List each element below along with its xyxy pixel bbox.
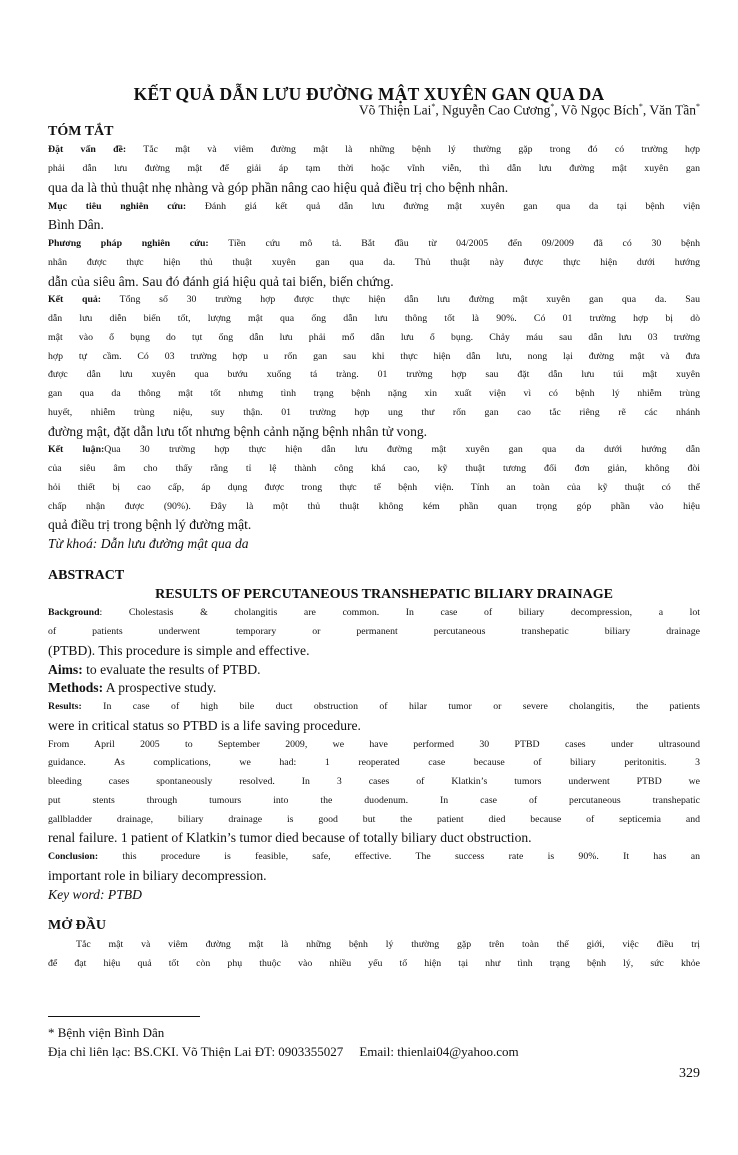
keywords [48, 886, 700, 905]
line-text: put stents through tumours into the duodenum. In case of percutaneous transhepatic [48, 794, 700, 806]
line-text: mật vào ổ bụng do tụt ống dẫn lưu phải mổ dẫn lưu ổ bụng. Chảy máu sau dẫn lưu 03 trường [48, 331, 700, 343]
paragraph [48, 198, 700, 236]
text-line [48, 329, 700, 348]
paragraph-label: Kết luận: [48, 444, 105, 456]
text-line [48, 460, 700, 479]
line-text: phải dẫn lưu đường mật để giải áp tạm thời hoặc vĩnh viễn, thì dẫn lưu đường mật xuyên gan [48, 163, 700, 175]
text-line [48, 385, 700, 404]
text-line [48, 717, 700, 736]
line-text: In case of high bile duct obstruction of hilar tumor or severe cholangitis, the patients [81, 701, 700, 713]
text-line [48, 698, 700, 717]
paragraph-label: Methods: [48, 680, 104, 696]
text-line [48, 604, 700, 623]
line-text: dẫn của siêu âm. Sau đó đánh giá hiệu quả tai biến, biến chứng. [48, 273, 394, 289]
paragraph [48, 141, 700, 197]
line-text: hợp tự cầm. Có 03 trường hợp u rốn gan sau khi thực hiện dẫn lưu, nong lại đường mật và đưa [48, 350, 700, 362]
text-line [48, 736, 700, 755]
line-text: Từ khoá: Dẫn lưu đường mật qua da [48, 536, 249, 552]
text-line [48, 441, 700, 460]
text-line [48, 623, 700, 642]
author-name: Văn Tần [649, 102, 696, 118]
line-text: của siêu âm cho thấy rằng tỉ lệ thành công khá cao, kỹ thuật tương đối đơn giản, không đòi [48, 463, 700, 475]
line-text: were in critical status so PTBD is a life saving procedure. [48, 717, 361, 733]
line-text: Tắc mật và viêm đường mật là những bệnh lý thường gặp trong đó có trường hợp [126, 144, 700, 156]
text-line [48, 160, 700, 179]
article-title: KẾT QUẢ DẪN LƯU ĐƯỜNG MẬT XUYÊN GAN QUA DA [133, 84, 605, 104]
paragraph [48, 848, 700, 886]
paragraph-label: Đặt vấn đề: [48, 144, 127, 156]
text-line [48, 423, 700, 442]
paragraph [48, 441, 700, 535]
author-name: Võ Thiện Lai [358, 102, 432, 118]
line-text: bleeding cases spontaneously resolved. In 3 cases of Klatkin’s tumors underwent PTBD we [48, 776, 700, 788]
line-text: Bình Dân. [48, 217, 104, 233]
english-title: RESULTS OF PERCUTANEOUS TRANSHEPATIC BILIARY DRAINAGE [155, 586, 613, 602]
author-name: Nguyễn Cao Cương [442, 102, 551, 118]
line-text: From April 2005 to September 2009, we have performed 30 PTBD cases under ultrasound [48, 738, 700, 750]
paragraph-label: Aims: [48, 661, 83, 677]
text-line [48, 773, 700, 792]
paragraph [48, 736, 700, 849]
line-text: A prospective study. [103, 680, 217, 696]
text-line [48, 811, 700, 830]
line-text: để đạt hiệu quả tốt còn phụ thuộc vào nhiều yếu tố hiện tại như tình trạng bệnh lý, sức khỏe [48, 957, 700, 969]
text-line [48, 679, 700, 698]
line-text: quả điều trị trong bệnh lý đường mật. [48, 517, 252, 533]
line-text: chấp nhận được (90%). Đây là một thủ thuật không kém phần quan trọng góp phần vào hiệu [48, 500, 700, 512]
text-line [48, 310, 700, 329]
paragraph-label: Conclusion: [48, 851, 99, 863]
footnote-divider [48, 1016, 200, 1017]
paragraph [48, 604, 700, 660]
line-text: huyết, nhiễm trùng niệu, suy thận. 01 trường hợp ung thư rốn gan cao tắc riêng rẽ các nhánh [48, 406, 700, 418]
text-line [48, 348, 700, 367]
paragraph-label: Kết quả: [48, 294, 102, 306]
keywords [48, 535, 700, 554]
article-body [48, 123, 700, 974]
paragraph [48, 661, 700, 680]
text-line [48, 661, 700, 680]
text-line [48, 198, 700, 217]
text-line [48, 273, 700, 292]
line-text: Qua 30 trường hợp thực hiện dẫn lưu đường mật xuyên gan qua da dưới hướng dẫn [104, 444, 700, 456]
text-line [48, 516, 700, 535]
line-text: (PTBD). This procedure is simple and effective. [48, 642, 310, 658]
line-text: important role in biliary decompression. [48, 867, 267, 883]
line-text: Tổng số 30 trường hợp được thực hiện dẫn lưu đường mật xuyên gan qua da. Sau [101, 294, 700, 306]
contact-email[interactable]: Email: thienlai04@yahoo.com [359, 1044, 519, 1059]
line-text: dẫn lưu diễn biến tốt, lượng mật qua ống dẫn lưu thông tốt là 90%. Có 01 trường hợp bị dò [48, 313, 700, 325]
text-line [48, 936, 700, 955]
line-text: đường mật, đặt dẫn lưu tốt nhưng bệnh cảnh nặng bệnh nhân tử vong. [48, 423, 428, 439]
line-text: renal failure. 1 patient of Klatkin’s tumor died because of totally biliary duct obstruction. [48, 830, 532, 846]
paragraph [48, 291, 700, 441]
footnote-contact [48, 1044, 519, 1060]
line-text: Key word: PTBD [48, 886, 142, 902]
text-line [48, 848, 700, 867]
line-text: this procedure is feasible, safe, effective. The success rate is 90%. It has an [98, 851, 700, 863]
author-list: Võ Thiện Lai*, Nguyễn Cao Cương*, Võ Ngọc Bích*, Văn Tần* [358, 102, 700, 118]
text-line [48, 179, 700, 198]
line-text: qua da là thủ thuật nhẹ nhàng và góp phần nâng cao hiệu quả điều trị cho bệnh nhân. [48, 179, 509, 195]
author-footnote-mark: * [431, 102, 436, 111]
text-line [48, 754, 700, 773]
line-text: hỏi thiết bị cao cấp, áp dụng được trong thực tế bệnh viện. Tính an toàn của kỹ thuật có thể [48, 481, 700, 493]
author-name: Võ Ngọc Bích [560, 102, 639, 118]
text-line [48, 498, 700, 517]
section-heading: TÓM TẮT [48, 123, 114, 139]
text-line [48, 867, 700, 886]
paragraph [48, 698, 700, 736]
line-text: of patients underwent temporary or permanent percutaneous transhepatic biliary drainage [48, 626, 700, 638]
text-line [48, 792, 700, 811]
footnote-affiliation: * Bệnh viện Bình Dân [48, 1025, 165, 1040]
line-text: được dẫn lưu xuyên qua bướu xuống tá tràng. 01 trường hợp sau đặt dẫn lưu túi mật xuyên [48, 369, 700, 381]
page-number: 329 [679, 1066, 700, 1081]
author-footnote-mark: * [550, 102, 555, 111]
paragraph-label: Mục tiêu nghiên cứu: [48, 200, 187, 212]
paragraph-label: Phương pháp nghiên cứu: [48, 238, 209, 250]
text-line [48, 216, 700, 235]
line-text: guidance. As complications, we had: 1 reoperated case because of biliary peritonitis. 3 [48, 757, 700, 769]
text-line [48, 254, 700, 273]
line-text: gallbladder drainage, biliary drainage is good but the patient died because of septicemia and [48, 813, 700, 825]
section-heading: ABSTRACT [48, 567, 125, 583]
paragraph-label: Background [48, 607, 100, 619]
text-line [48, 404, 700, 423]
line-text: Tiền cứu mô tả. Bắt đầu từ 04/2005 đến 09/2009 đã có 30 bệnh [208, 238, 700, 250]
line-text: gan qua da thông mật tốt nhưng tình trạng bệnh nặng xin xuất viện vì có bệnh lý nhiễm trùng [48, 388, 700, 400]
author-footnote-mark: * [696, 102, 700, 111]
text-line [48, 642, 700, 661]
text-line [48, 141, 700, 160]
paragraph [48, 936, 700, 974]
line-text: Đánh giá kết quả dẫn lưu đường mật xuyên gan qua da tại bệnh viện [186, 200, 700, 212]
section-heading: MỞ ĐẦU [48, 918, 106, 934]
paragraph [48, 235, 700, 291]
text-line [48, 235, 700, 254]
text-line [48, 291, 700, 310]
line-text: Tắc mật và viêm đường mật là những bệnh lý thường gặp trên toàn thế giới, việc điều trị [76, 939, 700, 951]
text-line [48, 479, 700, 498]
text-line [48, 955, 700, 974]
contact-text: Địa chỉ liên lạc: BS.CKI. Võ Thiện Lai ĐT: 0903355027 [48, 1044, 344, 1059]
text-line [48, 829, 700, 848]
author-footnote-mark: * [638, 102, 643, 111]
text-line [48, 535, 700, 554]
text-line [48, 886, 700, 905]
line-text: nhân được thực hiện thủ thuật xuyên gan qua da. Thủ thuật này được thực hiện dưới hướng [48, 256, 700, 268]
line-text: : Cholestasis & cholangitis are common. In case of biliary decompression, a lot [99, 607, 700, 619]
paragraph-label: Results: [48, 701, 82, 713]
line-text: to evaluate the results of PTBD. [82, 661, 261, 677]
paragraph [48, 679, 700, 698]
text-line [48, 366, 700, 385]
